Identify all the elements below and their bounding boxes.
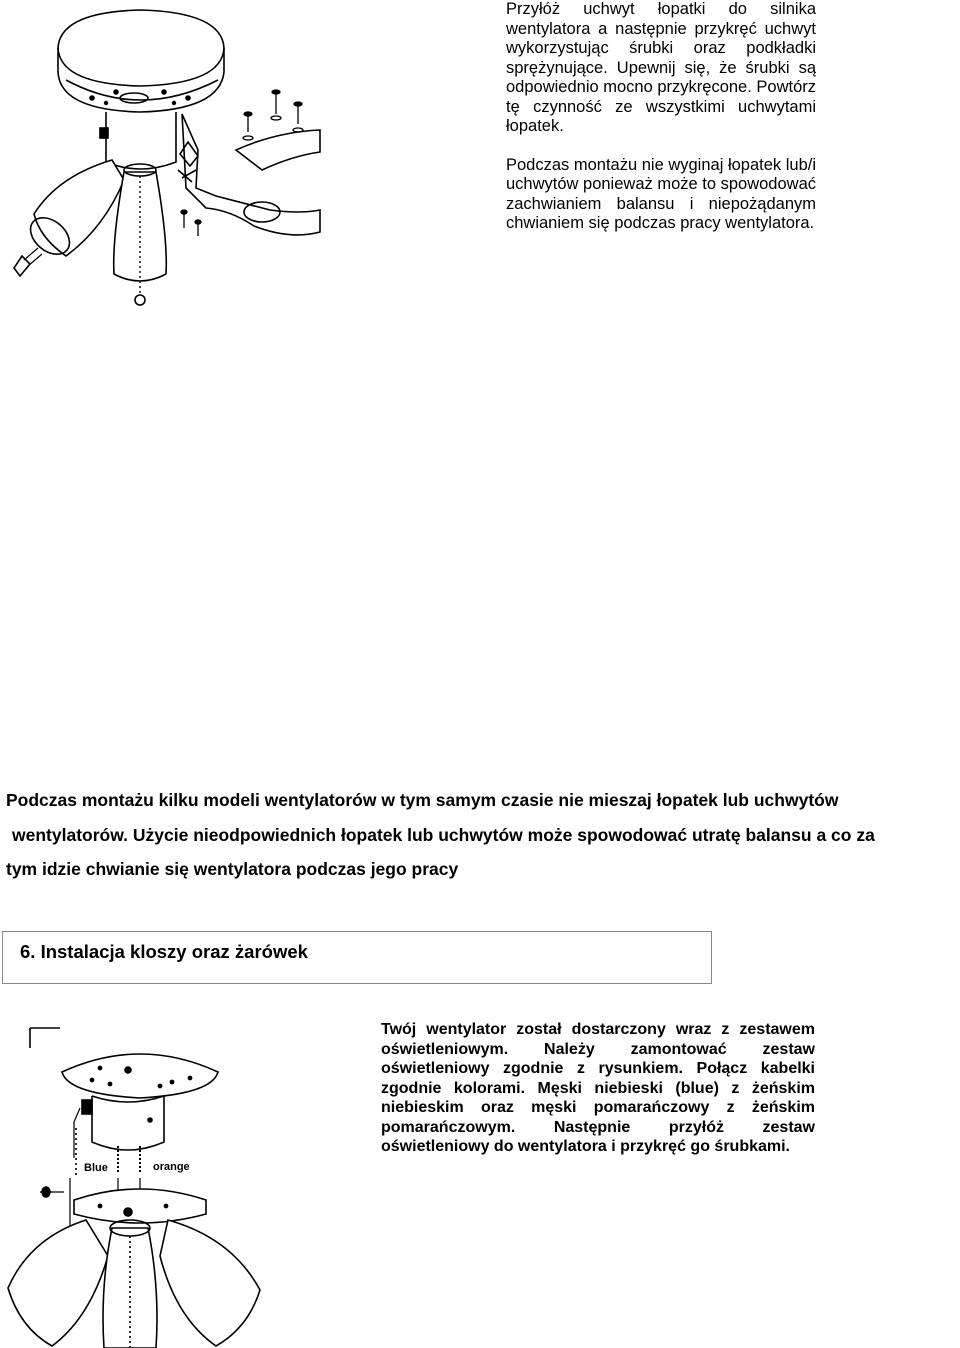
wire-label-blue: Blue bbox=[84, 1162, 108, 1174]
warning-line-1: Podczas montażu kilku modeli wentylatorów w tym samym czasie nie mieszaj łopatek lub uchwytów bbox=[6, 790, 839, 810]
warning-line-2: wentylatorów. Użycie nieodpowiednich łopatek lub uchwytów może spowodować utratę balansu a co za bbox=[12, 824, 875, 845]
section-title: 6. Instalacja kloszy oraz żarówek bbox=[20, 941, 308, 962]
mixing-blades-warning bbox=[6, 783, 960, 887]
blade-holder-instructions bbox=[506, 0, 816, 234]
light-kit-instructions: Twój wentylator został dostarczony wraz z zestawem oświetleniowym. Należy zamontować zestaw oświetleniowy zgodnie z rysunkiem. Połącz kabelki zgodnie kolorami. Męski niebieski (blue) z żeńskim niebieskim oraz męski pomarańczowy z żeńskim pomarańczowym. Następnie przyłóż zestaw oświetleniowy do wentylatora i przykręć go śrubkami. bbox=[381, 1021, 815, 1155]
wire-label-orange: orange bbox=[153, 1161, 190, 1173]
instruction-paragraph-mounting: Przyłóż uchwyt łopatki do silnika wentylatora a następnie przykręć uchwyt wykorzystując śrubki oraz podkładki sprężynujące. Upewnij się, że śrubki są odpowiednio mocno przykręcone. Powtórz tę czynność ze wszystkimi uchwytami łopatek. bbox=[506, 0, 816, 135]
instruction-paragraph-bending-warning: Podczas montażu nie wyginaj łopatek lub/i uchwytów ponieważ może to spowodować zachwianiem balansu i niepożądanym chwianiem się podczas pracy wentylatora. bbox=[506, 155, 817, 232]
light-kit-wiring-illustration bbox=[0, 1028, 375, 1348]
blade-holder-mounting-illustration bbox=[0, 0, 500, 320]
warning-line-3: tym idzie chwianie się wentylatora podczas jego pracy bbox=[6, 859, 459, 879]
